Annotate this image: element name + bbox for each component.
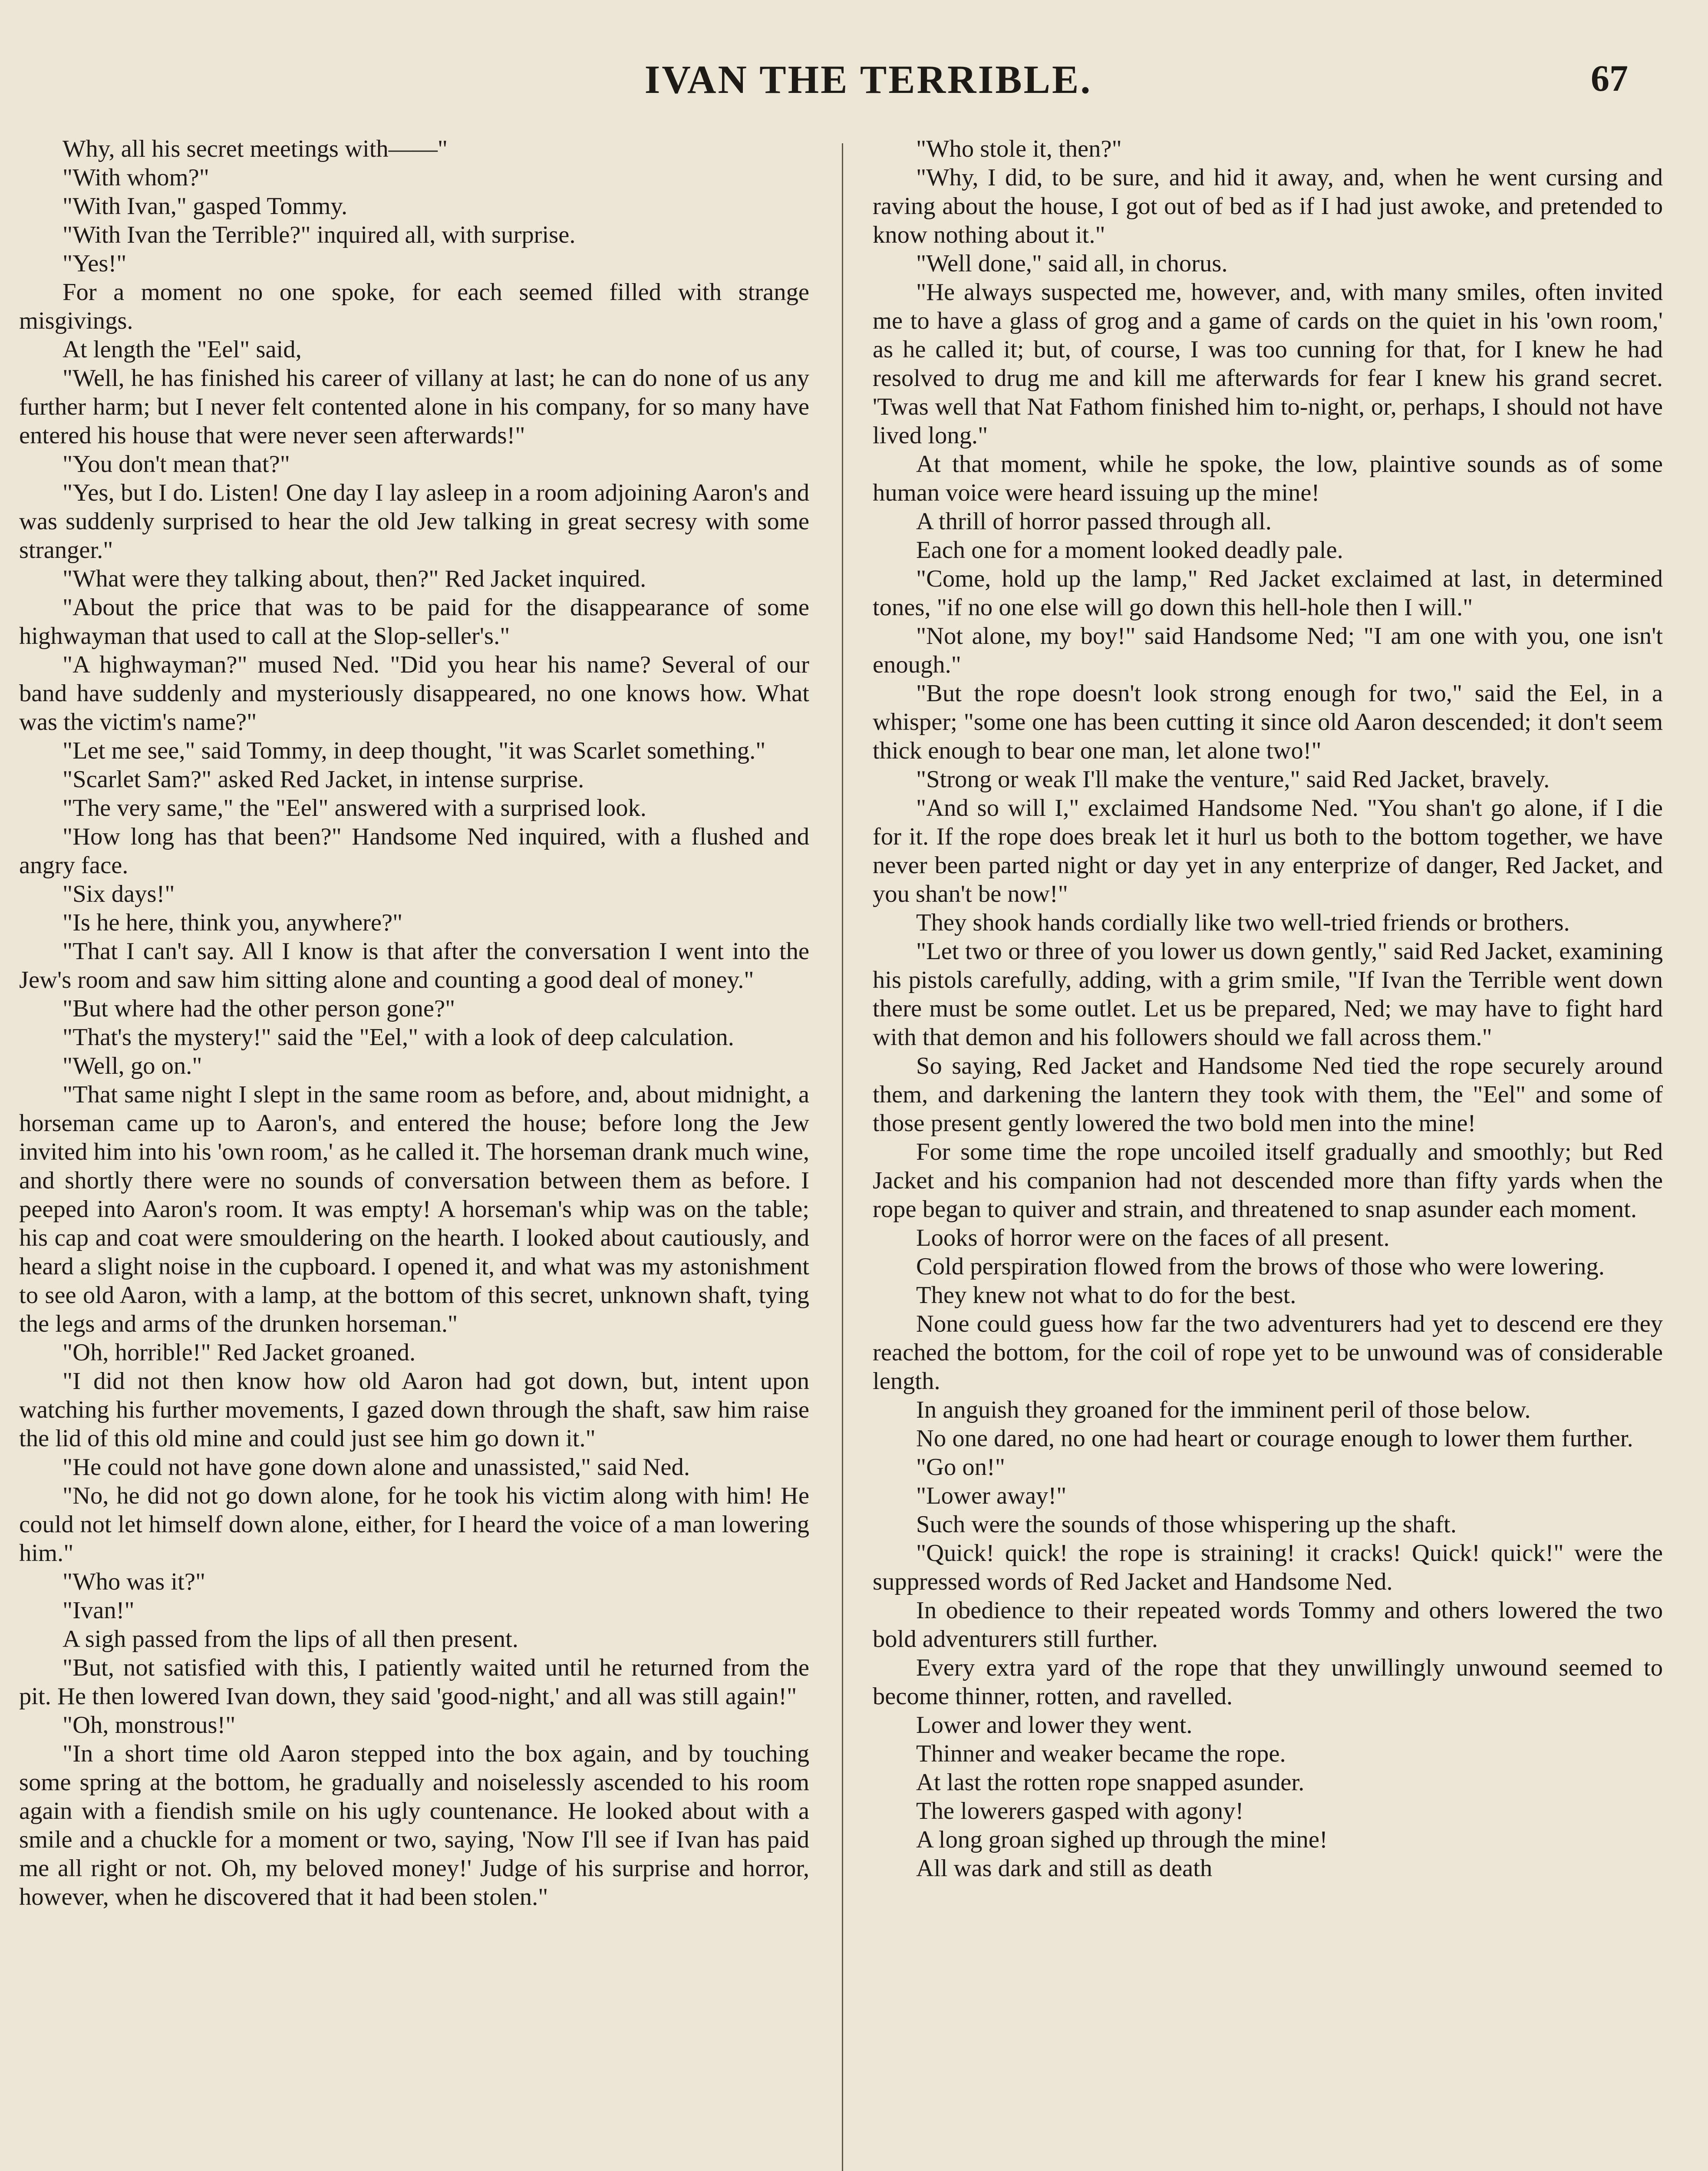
paragraph: For some time the rope uncoiled itself gradually and smoothly; but Red Jacket and his companion had not descended more than fifty yards when the rope began to quiver and strain, and threatened to snap asunder each moment. bbox=[873, 1138, 1663, 1223]
paragraph: They shook hands cordially like two well-tried friends or brothers. bbox=[916, 909, 1570, 936]
paragraph: At that moment, while he spoke, the low, plaintive sounds as of some human voice were heard issuing up the mine! bbox=[873, 451, 1663, 506]
paragraph: They knew not what to do for the best. bbox=[916, 1282, 1296, 1309]
paragraph: "Well, go on." bbox=[63, 1053, 202, 1079]
right-column bbox=[873, 135, 1663, 2171]
paragraph: "With whom?" bbox=[63, 164, 209, 191]
paragraph: "Ivan!" bbox=[63, 1597, 135, 1624]
paragraph: "Yes, but I do. Listen! One day I lay asleep in a room adjoining Aaron's and was suddenly surprised to hear the old Jew talking in great secresy with some stranger." bbox=[19, 479, 809, 564]
page-header bbox=[0, 0, 1708, 130]
paragraph: "Scarlet Sam?" asked Red Jacket, in intense surprise. bbox=[63, 766, 584, 793]
paragraph: "Lower away!" bbox=[916, 1482, 1067, 1509]
paragraph: "Oh, monstrous!" bbox=[63, 1712, 236, 1739]
paragraph: The lowerers gasped with agony! bbox=[916, 1798, 1244, 1825]
paragraph: Looks of horror were on the faces of all present. bbox=[916, 1224, 1390, 1251]
paragraph: "Let me see," said Tommy, in deep thought, "it was Scarlet something." bbox=[63, 737, 766, 764]
paragraph: "Well done," said all, in chorus. bbox=[916, 250, 1228, 277]
page-number: 67 bbox=[1591, 57, 1628, 99]
paragraph: Cold perspiration flowed from the brows of those who were lowering. bbox=[916, 1253, 1605, 1280]
paragraph: "Oh, horrible!" Red Jacket groaned. bbox=[63, 1339, 416, 1366]
paragraph: "You don't mean that?" bbox=[63, 451, 290, 478]
paragraph: All was dark and still as death bbox=[916, 1855, 1213, 1882]
paragraph: "Let two or three of you lower us down gently," said Red Jacket, examining his pistols carefully, adding, with a grim smile, "If Ivan the Terrible went down there must be some outlet. Let us be prepared, Ned; we may have to fight hard with that demon and his followers should we fall across them." bbox=[873, 938, 1663, 1051]
paragraph: "A highwayman?" mused Ned. "Did you hear his name? Several of our band have suddenly and mysteriously disappeared, no one knows how. What was the victim's name?" bbox=[19, 651, 809, 736]
paragraph: "I did not then know how old Aaron had got down, but, intent upon watching his further movements, I gazed down through the shaft, saw him raise the lid of this old mine and could just see him go down it." bbox=[19, 1368, 809, 1452]
paragraph: "No, he did not go down alone, for he took his victim along with him! He could not let himself down alone, either, for I heard the voice of a man lowering him." bbox=[19, 1482, 809, 1567]
paragraph: In obedience to their repeated words Tommy and others lowered the two bold adventurers still further. bbox=[873, 1597, 1663, 1653]
paragraph: A thrill of horror passed through all. bbox=[916, 508, 1272, 535]
paragraph: "Yes!" bbox=[63, 250, 127, 277]
paragraph: "What were they talking about, then?" Red Jacket inquired. bbox=[63, 565, 646, 592]
running-title: IVAN THE TERRIBLE. bbox=[644, 57, 1092, 102]
paragraph: "And so will I," exclaimed Handsome Ned. "You shan't go alone, if I die for it. If the rope does break let it hurl us both to the bottom together, we have never been parted night or day yet in any enterprize of danger, Red Jacket, and you shan't be now!" bbox=[873, 795, 1663, 907]
paragraph: No one dared, no one had heart or courage enough to lower them further. bbox=[916, 1425, 1633, 1452]
paragraph: Lower and lower they went. bbox=[916, 1712, 1193, 1739]
paragraph: None could guess how far the two adventurers had yet to descend ere they reached the bottom, for the coil of rope yet to be unwound was of considerable length. bbox=[873, 1310, 1663, 1395]
paragraph: "Come, hold up the lamp," Red Jacket exclaimed at last, in determined tones, "if no one else will go down this hell-hole then I will." bbox=[873, 565, 1663, 621]
paragraph: Such were the sounds of those whispering up the shaft. bbox=[916, 1511, 1457, 1538]
paragraph: Why, all his secret meetings with——" bbox=[63, 135, 448, 162]
paragraph: "Quick! quick! the rope is straining! it cracks! Quick! quick!" were the suppressed words of Red Jacket and Handsome Ned. bbox=[873, 1540, 1663, 1595]
paragraph: "With Ivan the Terrible?" inquired all, with surprise. bbox=[63, 221, 576, 248]
paragraph: In anguish they groaned for the imminent peril of those below. bbox=[916, 1396, 1531, 1423]
paragraph: "That's the mystery!" said the "Eel," with a look of deep calculation. bbox=[63, 1024, 734, 1051]
paragraph: "Who was it?" bbox=[63, 1568, 206, 1595]
paragraph: So saying, Red Jacket and Handsome Ned tied the rope securely around them, and darkening the lantern they took with them, the "Eel" and some of those present gently lowered the two bold men into the mine! bbox=[873, 1053, 1663, 1137]
paragraph: A sigh passed from the lips of all then present. bbox=[63, 1626, 518, 1653]
paragraph: "He could not have gone down alone and unassisted," said Ned. bbox=[63, 1454, 690, 1481]
paragraph: For a moment no one spoke, for each seemed filled with strange misgivings. bbox=[19, 279, 809, 334]
paragraph: "The very same," the "Eel" answered with a surprised look. bbox=[63, 795, 646, 822]
left-column bbox=[19, 135, 809, 2171]
paragraph: A long groan sighed up through the mine! bbox=[916, 1826, 1328, 1853]
paragraph: "Six days!" bbox=[63, 881, 175, 907]
paragraph: Each one for a moment looked deadly pale. bbox=[916, 537, 1343, 564]
paragraph: "That same night I slept in the same room as before, and, about midnight, a horseman came up to Aaron's, and entered the house; before long the Jew invited him into his 'own room,' as he called it. The horseman drank much wine, and shortly there were no sounds of conversation between them as before. I peeped into Aaron's room. It was empty! A horseman's whip was on the table; his cap and coat were smouldering on the hearth. I looked about cautiously, and heard a slight noise in the cupboard. I opened it, and what was my astonishment to see old Aaron, with a lamp, at the bottom of this secret, unknown shaft, tying the legs and arms of the drunken horseman." bbox=[19, 1081, 809, 1337]
paragraph: "In a short time old Aaron stepped into the box again, and by touching some spring at the bottom, he gradually and noiselessly ascended to his room again with a fiendish smile on his ugly countenance. He looked about with a smile and a chuckle for a moment or two, saying, 'Now I'll see if Ivan has paid me all right or not. Oh, my beloved money!' Judge of his surprise and horror, however, when he discovered that it had been stolen." bbox=[19, 1740, 809, 1910]
paragraph: "Strong or weak I'll make the venture," said Red Jacket, bravely. bbox=[916, 766, 1550, 793]
paragraph: "Go on!" bbox=[916, 1454, 1005, 1481]
paragraph: "How long has that been?" Handsome Ned inquired, with a flushed and angry face. bbox=[19, 823, 809, 879]
paragraph: "Why, I did, to be sure, and hid it away, and, when he went cursing and raving about the house, I got out of bed as if I had just awoke, and pretended to know nothing about it." bbox=[873, 164, 1663, 248]
paragraph: At last the rotten rope snapped asunder. bbox=[916, 1769, 1305, 1796]
paragraph: "But where had the other person gone?" bbox=[63, 995, 455, 1022]
paragraph: At length the "Eel" said, bbox=[63, 336, 302, 363]
paragraph: Every extra yard of the rope that they unwillingly unwound seemed to become thinner, rotten, and ravelled. bbox=[873, 1654, 1663, 1710]
column-divider bbox=[842, 143, 843, 2171]
paragraph: "That I can't say. All I know is that after the conversation I went into the Jew's room and saw him sitting alone and counting a good deal of money." bbox=[19, 938, 809, 993]
paragraph: "About the price that was to be paid for the disappearance of some highwayman that used to call at the Slop-seller's." bbox=[19, 594, 809, 650]
paragraph: Thinner and weaker became the rope. bbox=[916, 1740, 1286, 1767]
paragraph: "But, not satisfied with this, I patiently waited until he returned from the pit. He then lowered Ivan down, they said 'good-night,' and all was still again!" bbox=[19, 1654, 809, 1710]
paragraph: "He always suspected me, however, and, with many smiles, often invited me to have a glass of grog and a game of cards on the quiet in his 'own room,' as he called it; but, of course, I was too cunning for that, for I knew he had resolved to drug me and kill me afterwards for fear I knew his grand secret. 'Twas well that Nat Fathom finished him to-night, or, perhaps, I should not have lived long." bbox=[873, 279, 1663, 449]
paragraph: "But the rope doesn't look strong enough for two," said the Eel, in a whisper; "some one has been cutting it since old Aaron descended; it don't seem thick enough to bear one man, let alone two!" bbox=[873, 680, 1663, 764]
paragraph: "Is he here, think you, anywhere?" bbox=[63, 909, 403, 936]
paragraph: "Not alone, my boy!" said Handsome Ned; "I am one with you, one isn't enough." bbox=[873, 623, 1663, 678]
paragraph: "Who stole it, then?" bbox=[916, 135, 1122, 162]
paragraph: "With Ivan," gasped Tommy. bbox=[63, 193, 348, 220]
paragraph: "Well, he has finished his career of villany at last; he can do none of us any further harm; but I never felt contented alone in his company, for so many have entered his house that were never seen afterwards!" bbox=[19, 365, 809, 449]
